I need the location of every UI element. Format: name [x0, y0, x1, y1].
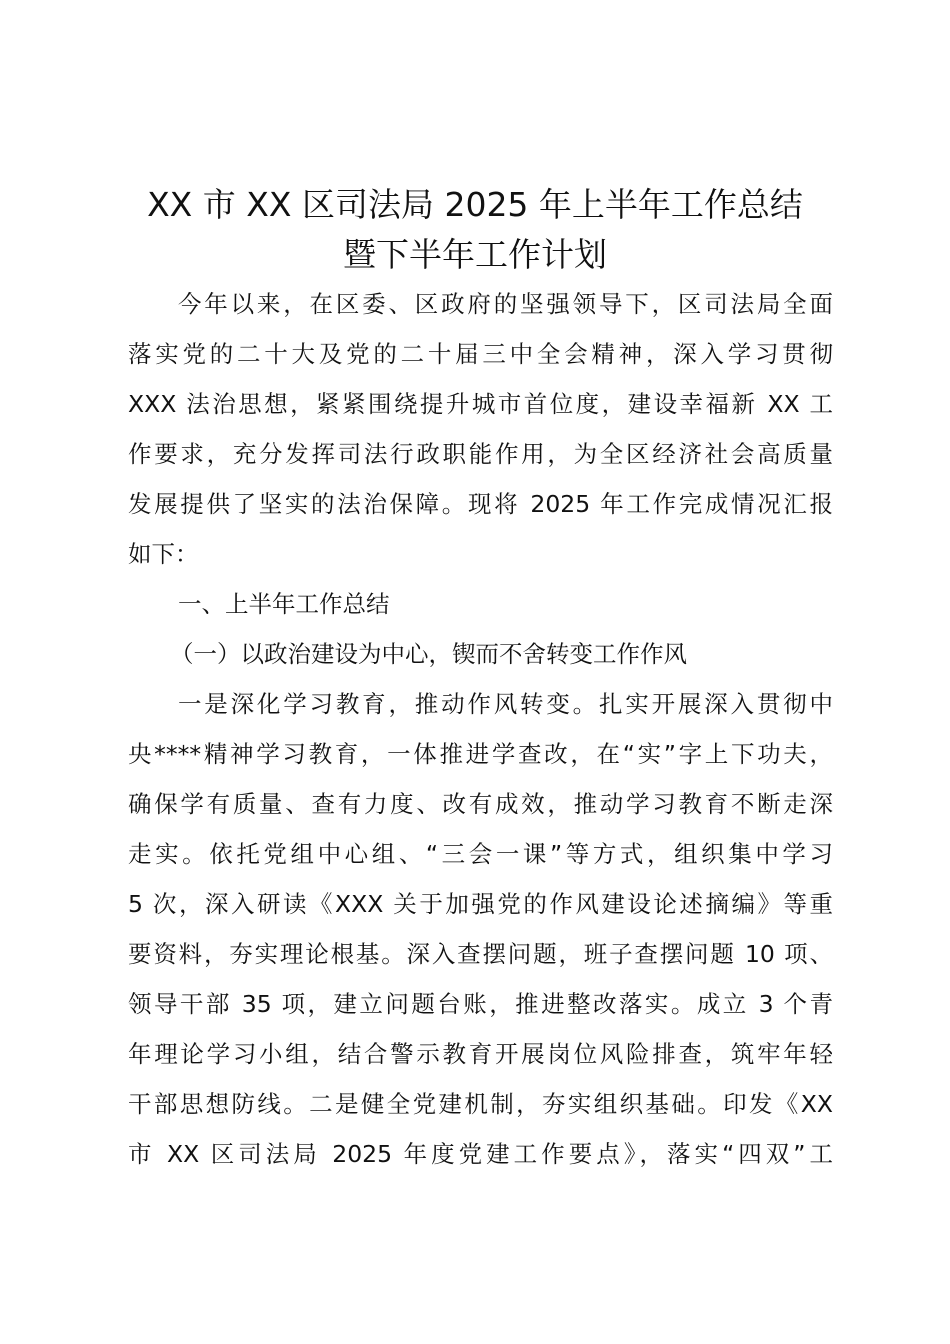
- document-title-line-1: XX 市 XX 区司法局 2025 年上半年工作总结: [147, 185, 803, 224]
- paragraph-line: 5 次，深入研读《XXX 关于加强党的作风建设论述摘编》等重: [128, 890, 833, 918]
- paragraph-line: 干部思想防线。二是健全党建机制，夯实组织基础。印发《XX: [128, 1090, 833, 1118]
- section-heading: 一、上半年工作总结: [178, 590, 390, 618]
- paragraph-line: XXX 法治思想，紧紧围绕提升城市首位度，建设幸福新 XX 工: [128, 390, 833, 418]
- paragraph-line: 领导干部 35 项，建立问题台账，推进整改落实。成立 3 个青: [128, 990, 833, 1018]
- paragraph-line: 如下：: [128, 540, 199, 568]
- document-title-line-2: 暨下半年工作计划: [343, 235, 607, 274]
- paragraph-line: 市 XX 区司法局 2025 年度党建工作要点》，落实“四双”工: [128, 1140, 833, 1168]
- paragraph-line: 今年以来，在区委、区政府的坚强领导下，区司法局全面: [178, 290, 833, 318]
- paragraph-line: 作要求，充分发挥司法行政职能作用，为全区经济社会高质量: [128, 440, 833, 468]
- paragraph-line: 落实党的二十大及党的二十届三中全会精神，深入学习贯彻: [128, 340, 833, 368]
- paragraph-line: 央****精神学习教育，一体推进学查改，在“实”字上下功夫，: [128, 740, 833, 768]
- paragraph-line: 年理论学习小组，结合警示教育开展岗位风险排查，筑牢年轻: [128, 1040, 833, 1068]
- subsection-heading: （一）以政治建设为中心，锲而不舍转变工作作风: [170, 640, 687, 668]
- paragraph-line: 要资料，夯实理论根基。深入查摆问题，班子查摆问题 10 项、: [128, 940, 833, 968]
- paragraph-line: 走实。依托党组中心组、“三会一课”等方式，组织集中学习: [128, 840, 833, 868]
- paragraph-line: 发展提供了坚实的法治保障。现将 2025 年工作完成情况汇报: [128, 490, 833, 518]
- paragraph-line: 一是深化学习教育，推动作风转变。扎实开展深入贯彻中: [178, 690, 833, 718]
- paragraph-line: 确保学有质量、查有力度、改有成效，推动学习教育不断走深: [128, 790, 833, 818]
